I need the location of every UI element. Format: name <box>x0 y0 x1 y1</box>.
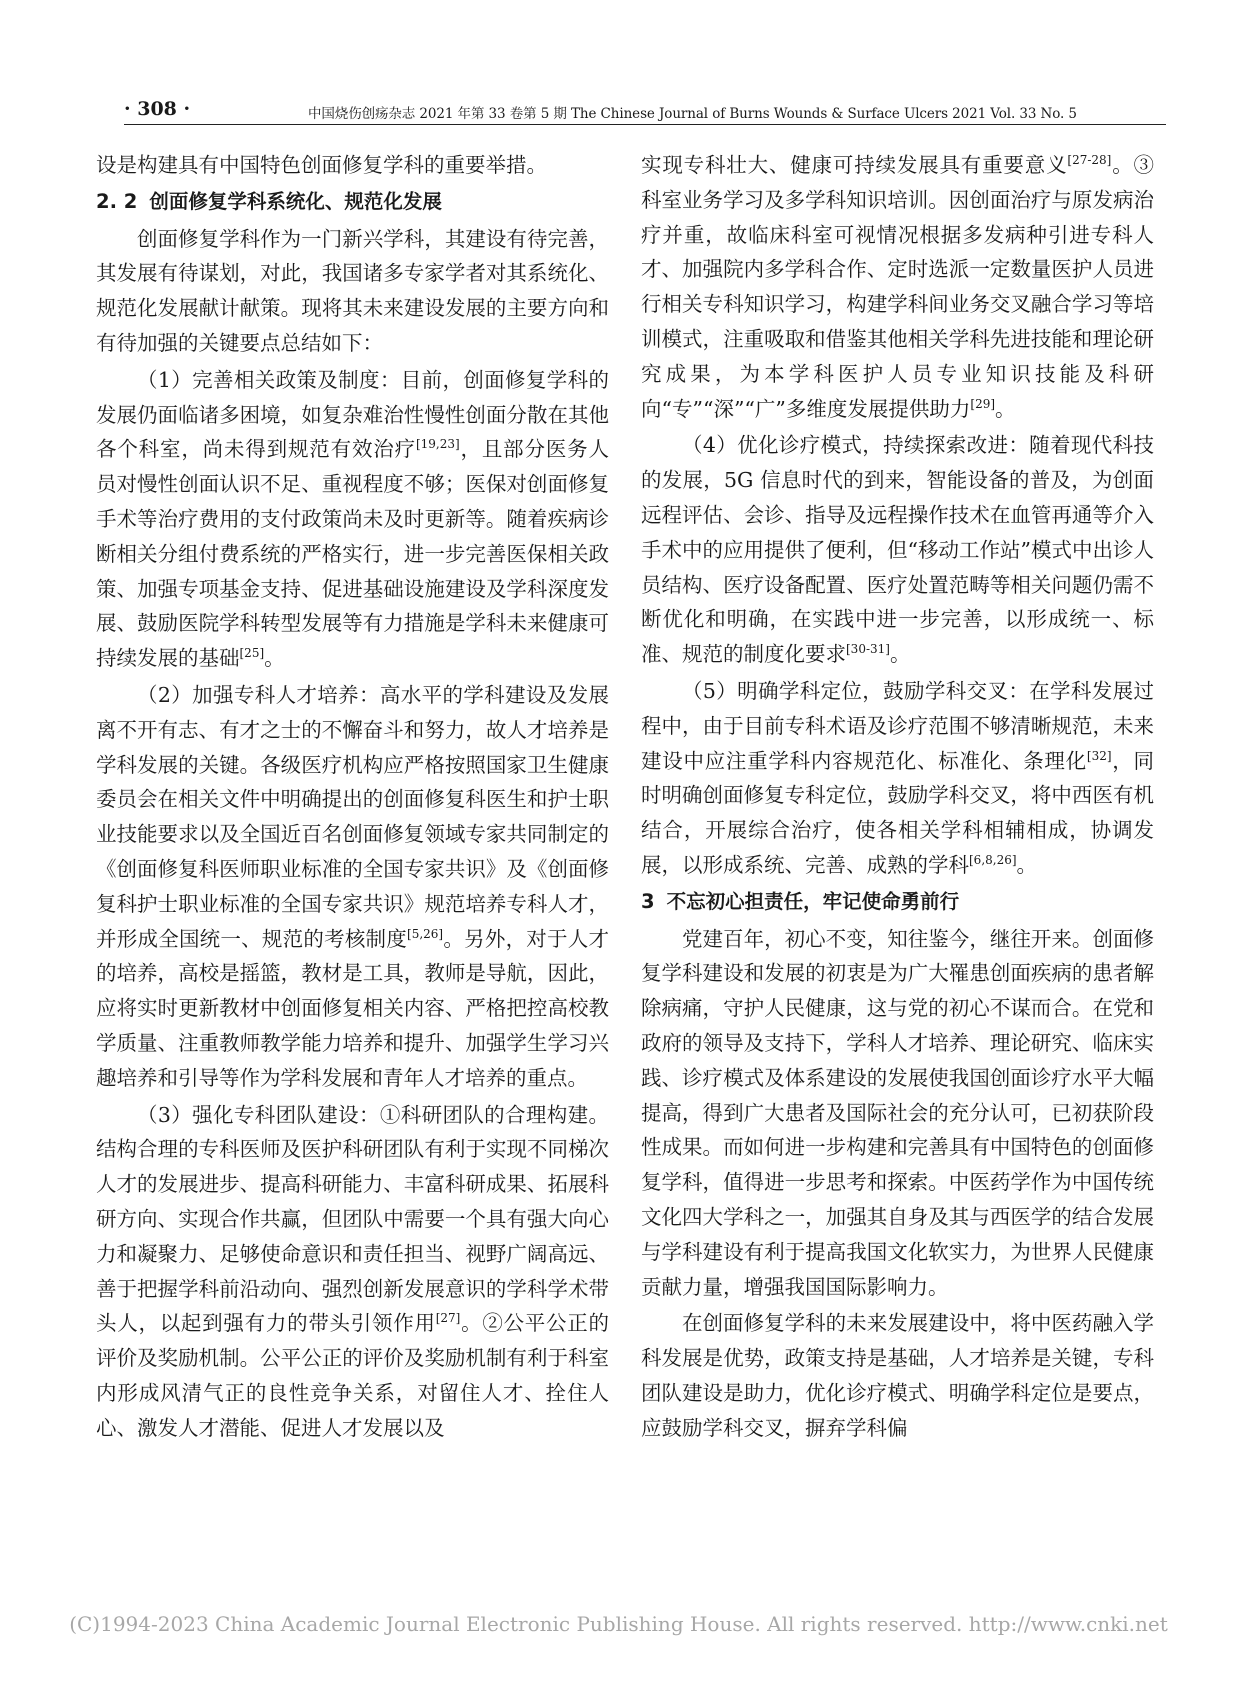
page-number: · 308 · <box>124 98 191 120</box>
journal-running-head: 中国烧伤创疡杂志 2021 年第 33 卷第 5 期 The Chinese Journal of Burns Wounds & Surface Ulcers 2021 Vol. 33 No. 5 <box>308 106 1077 122</box>
citation-ref: [32] <box>1086 748 1112 763</box>
page-header <box>0 0 1237 130</box>
citation-ref: [27] <box>435 1311 461 1326</box>
citation-ref: [27-28] <box>1067 153 1112 168</box>
citation-ref: [19,23] <box>415 437 460 452</box>
citation-ref: [25] <box>239 646 265 661</box>
copyright-footer: (C)1994-2023 China Academic Journal Electronic Publishing House. All rights reserved. http://www.cnki.net <box>69 1612 1168 1636</box>
paragraph: 创面修复学科作为一门新兴学科，其建设有待完善，其发展有待谋划，对此，我国诸多专家学者对其系统化、规范化发展献计献策。现将其未来建设发展的主要方向和有待加强的关键要点总结如下： <box>96 226 609 355</box>
paragraph: 党建百年，初心不变，知往鉴今，继往开来。创面修复学科建设和发展的初衷是为广大罹患创面疾病的患者解除病痛，守护人民健康，这与党的初心不谋而合。在党和政府的领导及支持下，学科人才培养、理论研究、临床实践、诊疗模式及体系建设的发展使我国创面诊疗水平大幅提高，得到广大患者及国际社会的充分认可，已初获阶段性成果。而如何进一步构建和完善具有中国特色的创面修复学科，值得进一步思考和探索。中医药学作为中国传统文化四大学科之一，加强其自身及其与西医学的结合发展与学科建设有利于提高我国文化软实力，为世界人民健康贡献力量，增强我国国际影响力。 <box>641 926 1154 1299</box>
citation-ref: [30-31] <box>846 642 890 657</box>
paragraph: （1）完善相关政策及制度：目前，创面修复学科的发展仍面临诸多困境，如复杂难治性慢性创面分散在其他各个科室，尚未得到规范有效治疗[19,23]，且部分医务人员对慢性创面认识不足、重视程度不够；医保对创面修复手术等治疗费用的支付政策尚未及时更新等。随着疾病诊断相关分组付费系统的严格实行，进一步完善医保相关政策、加强专项基金支持、促进基础设施建设及学科深度发展、鼓励医院学科转型发展等有力措施是学科未来健康可持续发展的基础[25]。 <box>96 367 610 671</box>
section-title: 不忘初心担责任，牢记使命勇前行 <box>666 889 960 913</box>
paragraph: （3）强化专科团队建设：①科研团队的合理构建。结构合理的专科医师及医护科研团队有利于实现不同梯次人才的发展进步、提高科研能力、丰富科研成果、拓展科研方向、实现合作共赢，但团队中需要一个具有强大向心力和凝聚力、足够使命意识和责任担当、视野广阔高远、善于把握学科前沿动向、强烈创新发展意识的学科学术带头人，以起到强有力的带头引领作用[27]。②公平公正的评价及奖励机制。公平公正的评价及奖励机制有利于科室内形成风清气正的良性竞争关系，对留住人才、拴住人心、激发人才潜能、促进人才发展以及 <box>96 1102 610 1440</box>
citation-ref: [29] <box>970 396 996 411</box>
section-number: 3 <box>641 889 655 913</box>
paragraph: （4）优化诊疗模式，持续探索改进：随着现代科技的发展，5G 信息时代的到来，智能设备的普及，为创面远程评估、会诊、指导及远程操作技术在血管再通等介入手术中的应用提供了便利，但“移动工作站”模式中出诊人员结构、医疗设备配置、医疗处置范畴等相关问题仍需不断优化和明确，在实践中进一步完善，以形成统一、标准、规范的制度化要求[30-31]。 <box>641 433 1154 667</box>
paragraph: 设是构建具有中国特色创面修复学科的重要举措。 <box>96 153 547 177</box>
section-heading-2-2 <box>96 185 609 220</box>
citation-ref: [5,26] <box>407 926 444 941</box>
paragraph: （2）加强专科人才培养：高水平的学科建设及发展离不开有志、有才之士的不懈奋斗和努力，故人才培养是学科发展的关键。各级医疗机构应严格按照国家卫生健康委员会在相关文件中明确提出的创面修复科医生和护士职业技能要求以及全国近百名创面修复领域专家共同制定的《创面修复科医师职业标准的全国专家共识》及《创面修复科护士职业标准的全国专家共识》规范培养专科人才，并形成全国统一、规范的考核制度[5,26]。另外，对于人才的培养，高校是摇篮，教材是工具，教师是导航，因此，应将实时更新教材中创面修复相关内容、严格把控高校教学质量、注重教师教学能力培养和提升、加强学生学习兴趣培养和引导等作为学科发展和青年人才培养的重点。 <box>96 682 610 1090</box>
section-title: 创面修复学科系统化、规范化发展 <box>149 189 442 213</box>
right-column <box>641 148 1154 1568</box>
left-column <box>96 148 609 1568</box>
section-number: 2. 2 <box>96 189 138 213</box>
paragraph: （5）明确学科定位，鼓励学科交叉：在学科发展过程中，由于目前专科术语及诊疗范围不够清晰规范，未来建设中应注重学科内容规范化、标准化、条理化[32]，同时明确创面修复专科定位，鼓励学科交叉，将中西医有机结合，开展综合治疗，使各相关学科相辅相成，协调发展，以形成系统、完善、成熟的学科[6,8,26]。 <box>641 678 1155 877</box>
citation-ref: [6,8,26] <box>969 853 1017 868</box>
paragraph: 在创面修复学科的未来发展建设中，将中医药融入学科发展是优势，政策支持是基础，人才培养是关键，专科团队建设是助力，优化诊疗模式、明确学科定位是要点，应鼓励学科交叉，摒弃学科偏 <box>641 1311 1154 1440</box>
header-rule <box>124 124 1166 125</box>
paragraph: 实现专科壮大、健康可持续发展具有重要意义[27-28]。③科室业务学习及多学科知识培训。因创面治疗与原发病治疗并重，故临床科室可视情况根据多发病种引进专科人才、加强院内多学科合作、定时选派一定数量医护人员进行相关专科知识学习，构建学科间业务交叉融合学习等培训模式，注重吸取和借鉴其他相关学科先进技能和理论研究成果，为本学科医护人员专业知识技能及科研向“专”“深”“广”多维度发展提供助力[29]。 <box>641 153 1155 421</box>
section-heading-3 <box>641 885 1154 920</box>
